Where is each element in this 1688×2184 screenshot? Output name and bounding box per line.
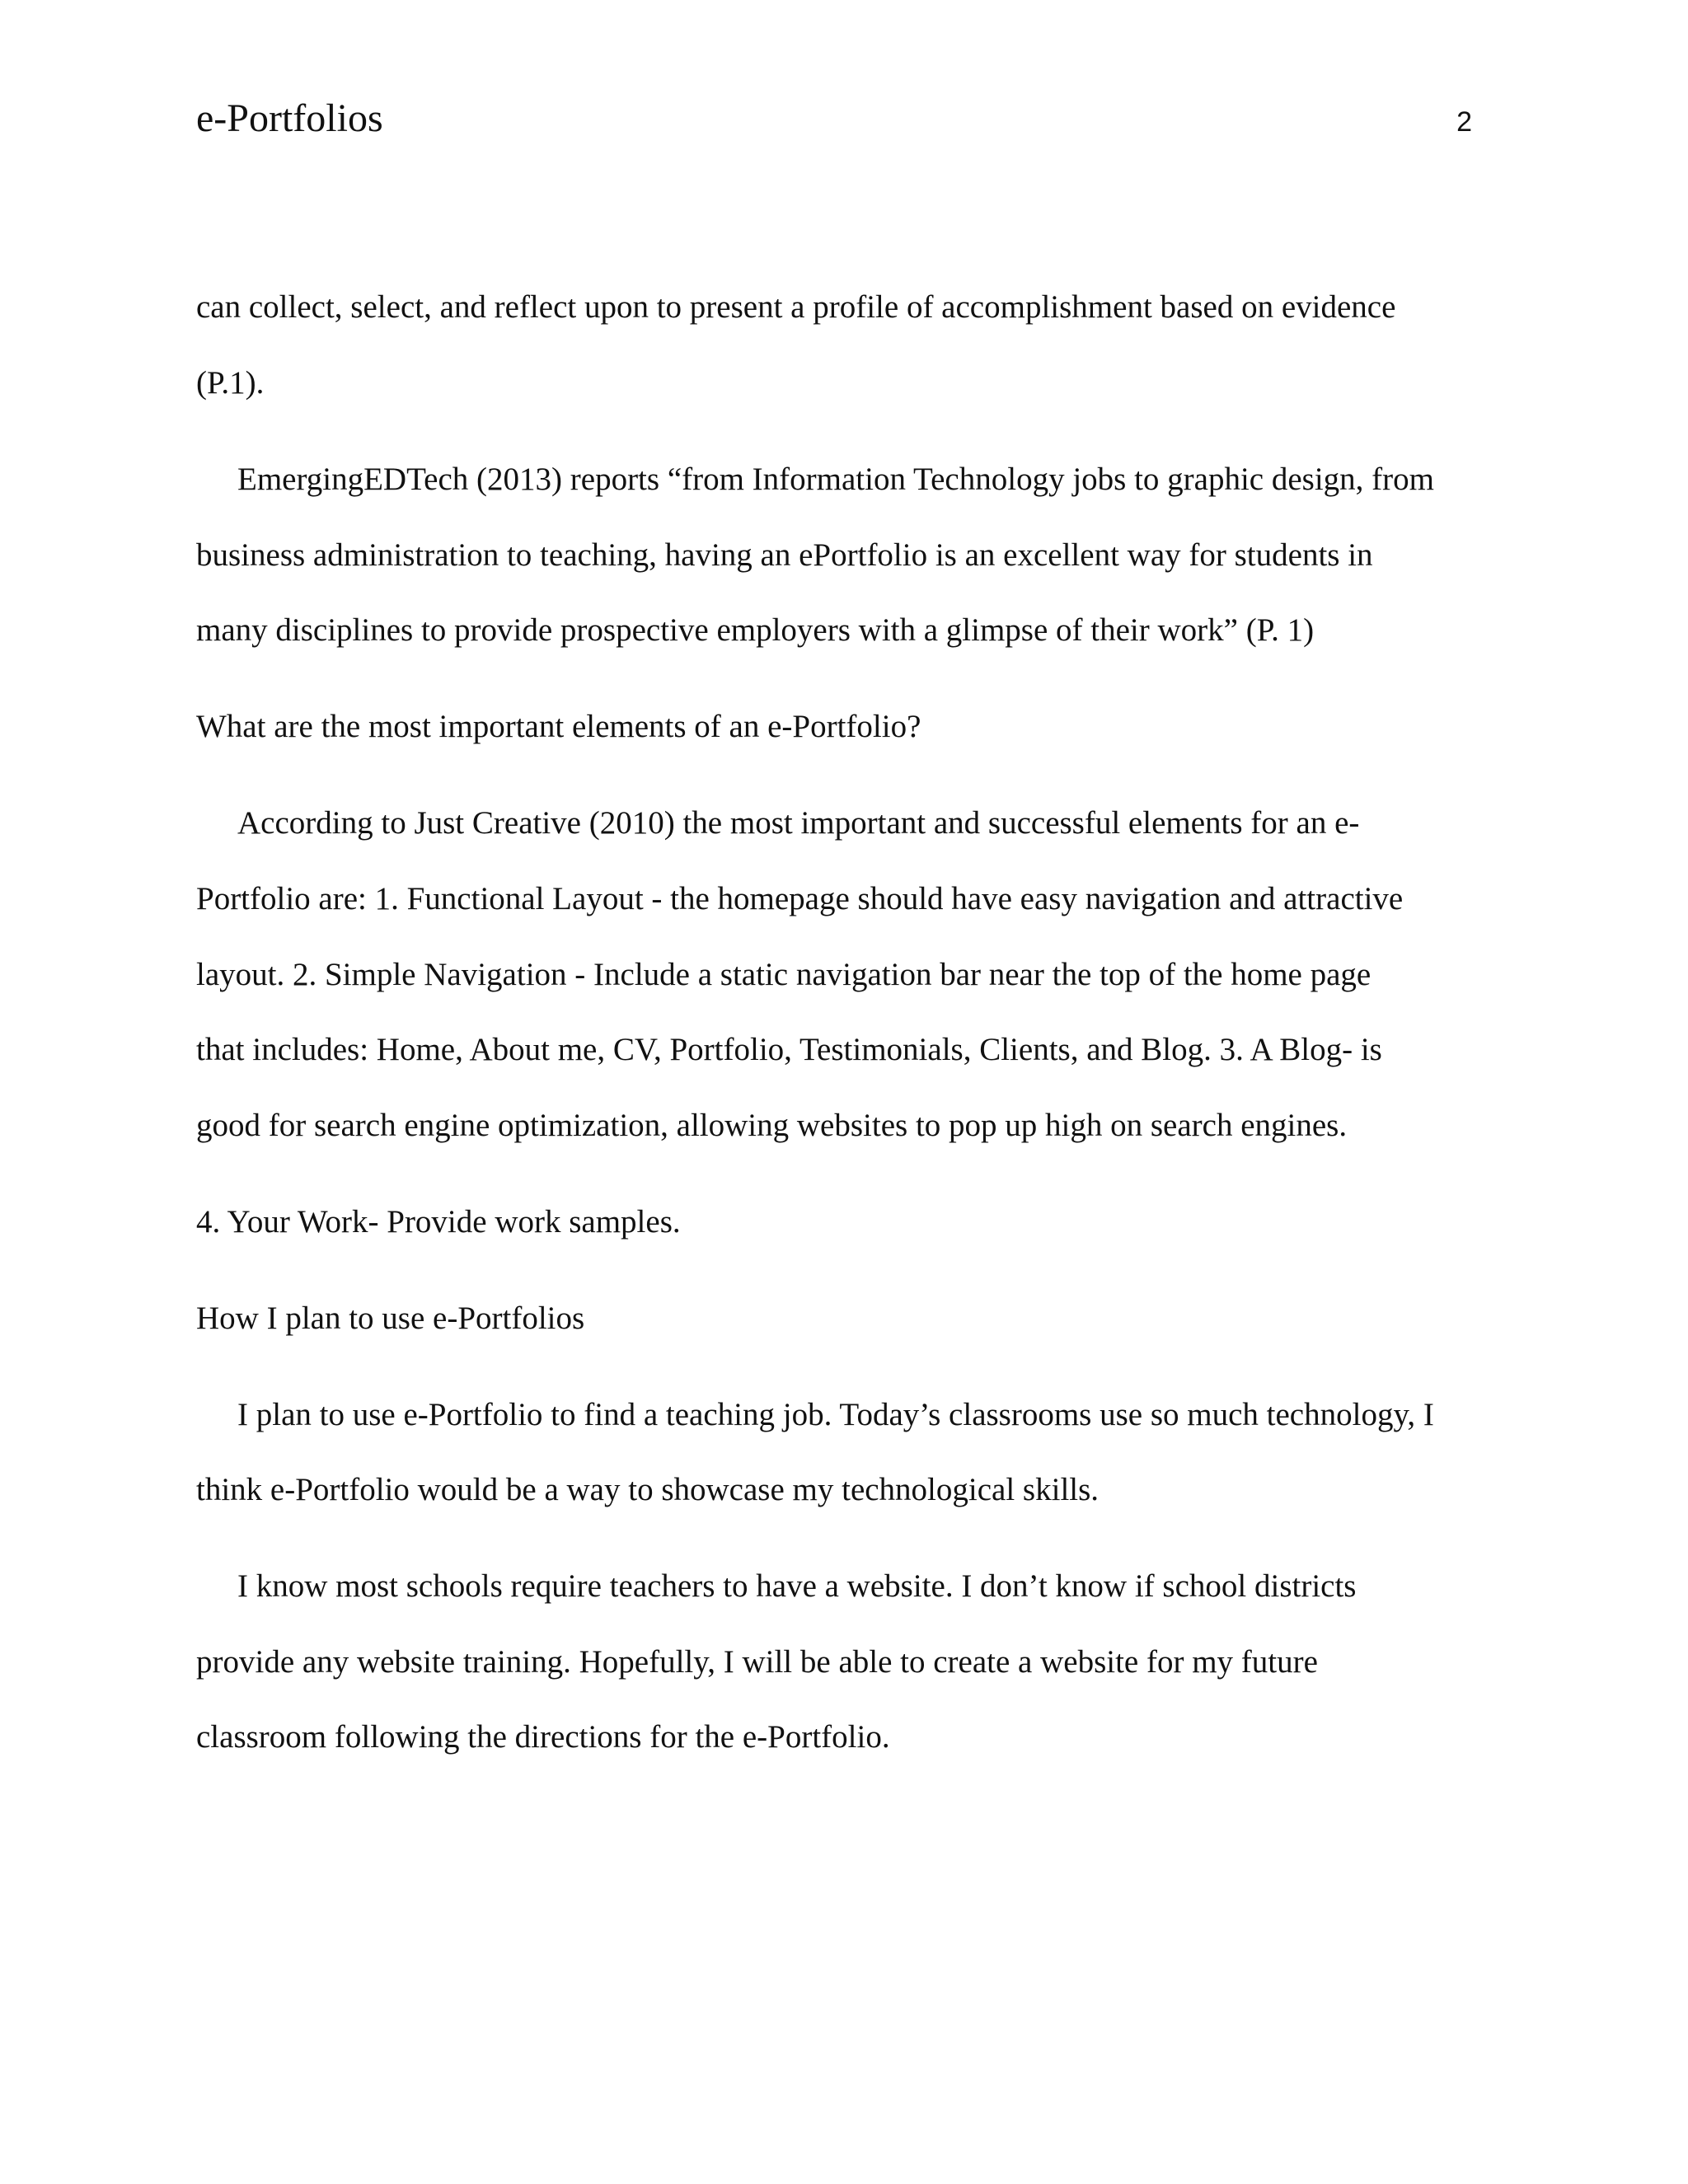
text-line: many disciplines to provide prospective employers with a glimpse of their work” (P. 1) <box>196 612 1315 648</box>
text-line: According to Just Creative (2010) the most important and successful elements for an e- <box>237 805 1360 841</box>
text-line: layout. 2. Simple Navigation - Include a static navigation bar near the top of the home page <box>196 957 1372 992</box>
text-line: can collect, select, and reflect upon to present a profile of accomplishment based on evidence <box>196 289 1396 325</box>
text-line: I know most schools require teachers to have a website. I don’t know if school districts <box>237 1568 1357 1604</box>
text-line: Portfolio are: 1. Functional Layout - the homepage should have easy navigation and attractive <box>196 881 1404 916</box>
text-line: think e-Portfolio would be a way to showcase my technological skills. <box>196 1472 1100 1507</box>
running-head: e-Portfolios <box>196 96 383 140</box>
text-line: good for search engine optimization, allowing websites to pop up high on search engines. <box>196 1108 1348 1143</box>
text-line: classroom following the directions for the e-Portfolio. <box>196 1719 890 1755</box>
text-line: EmergingEDTech (2013) reports “from Information Technology jobs to graphic design, from <box>237 462 1434 497</box>
section-heading: How I plan to use e-Portfolios <box>196 1301 585 1336</box>
text-line: I plan to use e-Portfolio to find a teaching job. Today’s classrooms use so much technology, I <box>237 1397 1434 1432</box>
text-line: provide any website training. Hopefully, I will be able to create a website for my future <box>196 1644 1318 1680</box>
section-heading: What are the most important elements of an e-Portfolio? <box>196 709 921 744</box>
page-number: 2 <box>1456 106 1472 138</box>
text-line: (P.1). <box>196 365 265 401</box>
text-line: business administration to teaching, having an ePortfolio is an excellent way for students in <box>196 537 1373 573</box>
text-line: that includes: Home, About me, CV, Portfolio, Testimonials, Clients, and Blog. 3. A Blog- is <box>196 1032 1382 1067</box>
text-line: 4. Your Work- Provide work samples. <box>196 1204 681 1240</box>
